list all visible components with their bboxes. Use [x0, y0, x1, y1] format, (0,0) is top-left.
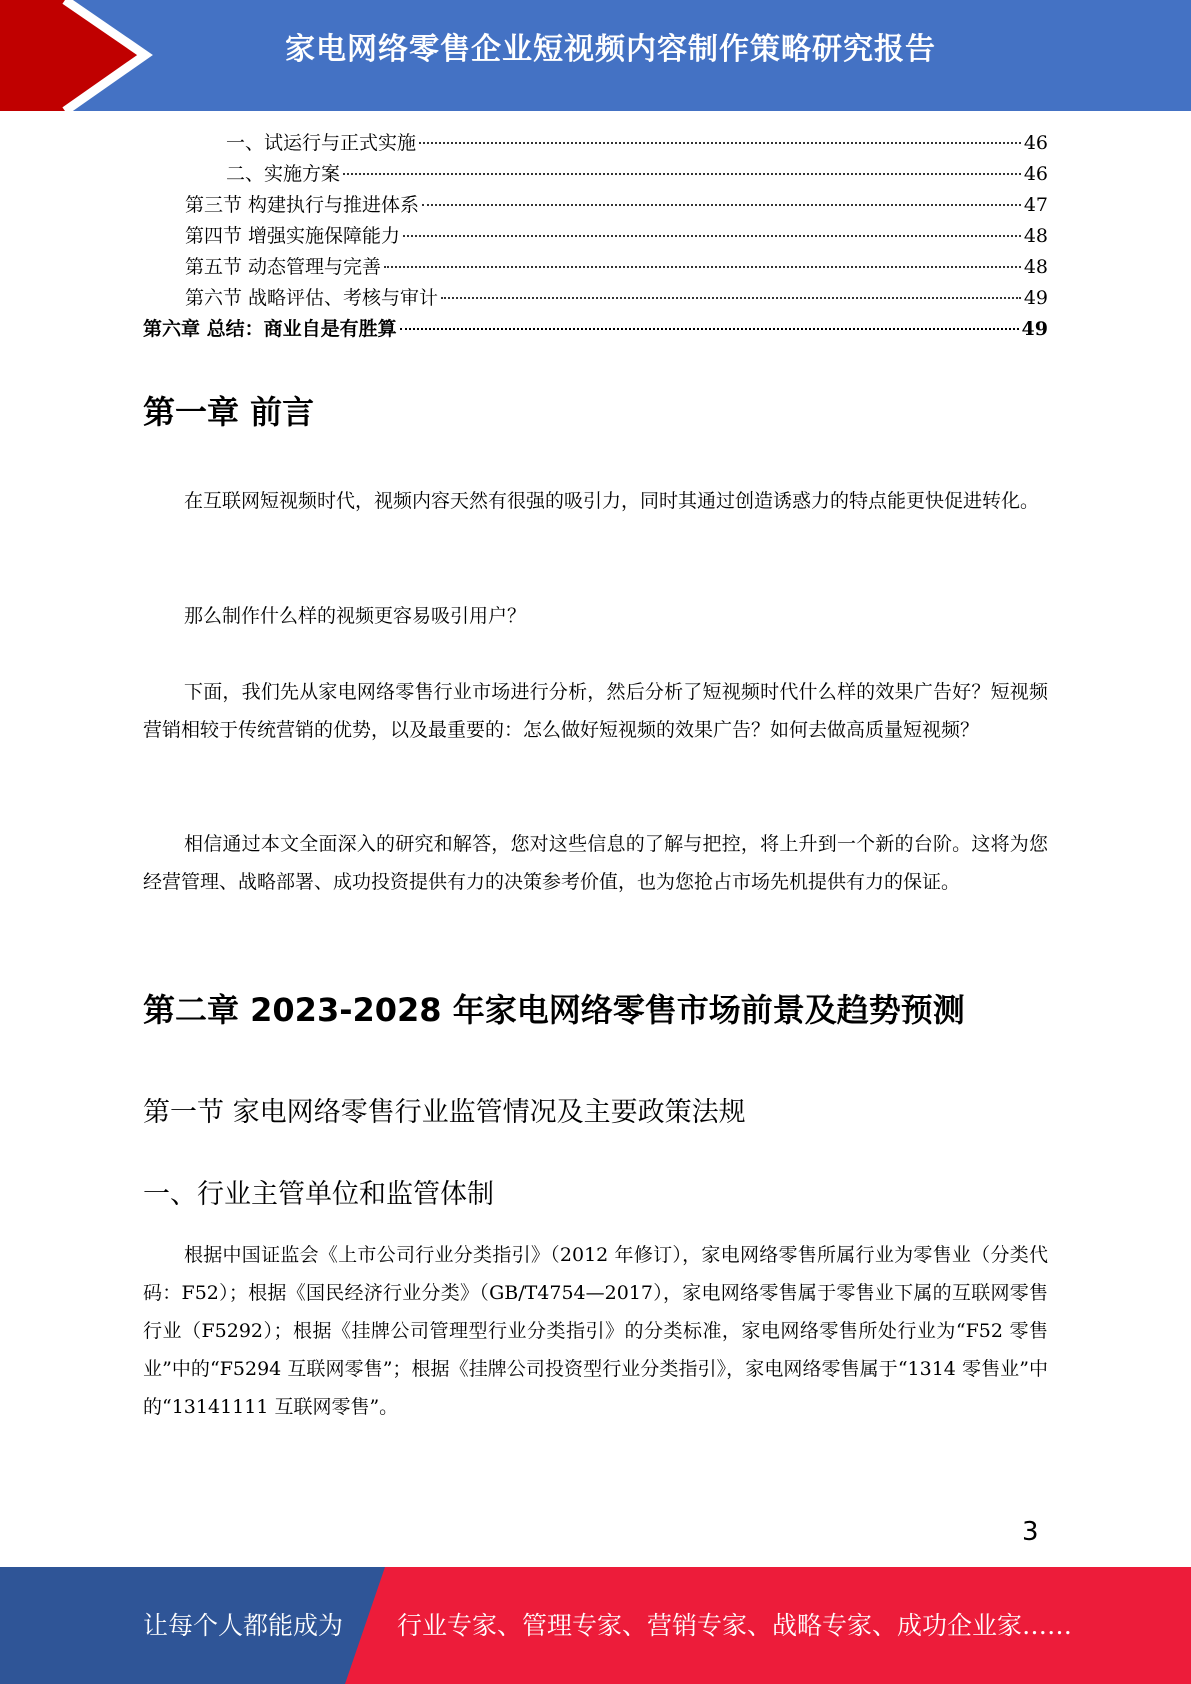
toc-entry-page: 46 — [1023, 163, 1048, 185]
body-paragraph: 相信通过本文全面深入的研究和解答，您对这些信息的了解与把控，将上升到一个新的台阶。这将为您经营管理、战略部署、成功投资提供有力的决策参考价值，也为您抢占市场先机提供有力的保证。 — [143, 833, 1048, 893]
toc-entry-page: 46 — [1023, 132, 1048, 154]
table-of-contents — [143, 128, 1048, 345]
toc-entry-label: 第三节 构建执行与推进体系 — [185, 194, 420, 216]
chapter-heading: 第二章 2023-2028 年家电网络零售市场前景及趋势预测 — [143, 991, 965, 1029]
body-paragraph: 在互联网短视频时代，视频内容天然有很强的吸引力，同时其通过创造诱惑力的特点能更快促进转化。 — [184, 490, 1040, 512]
toc-leader-dots — [343, 173, 1021, 175]
toc-leader-dots — [400, 328, 1019, 330]
toc-entry[interactable] — [143, 221, 1048, 252]
subsection-heading: 一、行业主管单位和监管体制 — [143, 1179, 494, 1210]
page-number: 3 — [1022, 1517, 1039, 1547]
page-footer — [0, 1567, 1191, 1684]
toc-leader-dots — [422, 204, 1021, 206]
toc-entry-page: 48 — [1023, 256, 1048, 278]
toc-entry-label: 一、试运行与正式实施 — [226, 132, 417, 154]
toc-leader-dots — [384, 266, 1021, 268]
toc-entry[interactable] — [143, 252, 1048, 283]
report-title: 家电网络零售企业短视频内容制作策略研究报告 — [285, 32, 936, 67]
toc-entry[interactable] — [143, 314, 1048, 345]
chapter-heading: 第一章 前言 — [143, 393, 315, 431]
toc-entry-page: 47 — [1023, 194, 1048, 216]
toc-leader-dots — [403, 235, 1021, 237]
body-paragraph: 下面，我们先从家电网络零售行业市场进行分析，然后分析了短视频时代什么样的效果广告好？短视频营销相较于传统营销的优势，以及最重要的：怎么做好短视频的效果广告？如何去做高质量短视频？ — [143, 681, 1048, 741]
page-header — [0, 0, 1191, 111]
section-heading: 第一节 家电网络零售行业监管情况及主要政策法规 — [143, 1097, 746, 1128]
toc-entry-page: 48 — [1023, 225, 1048, 247]
toc-entry[interactable] — [143, 190, 1048, 221]
footer-slogan-lead: 让每个人都能成为 — [143, 1611, 344, 1640]
body-paragraph: 根据中国证监会《上市公司行业分类指引》（2012 年修订），家电网络零售所属行业为零售业（分类代码：F52）；根据《国民经济行业分类》（GB/T4754—2017），家电网络零售属于零售业下属的互联网零售行业（F5292）；根据《挂牌公司管理型行业分类指引》的分类标准，家电网络零售所处行业为“F52 零售业”中的“F5294 互联网零售”；根据《挂牌公司投资型行业分类指引》，家电网络零售属于“1314 零售业”中的“13141111 互联网零售”。 — [143, 1244, 1048, 1418]
toc-entry-page: 49 — [1023, 287, 1048, 309]
toc-entry-label: 第五节 动态管理与完善 — [185, 256, 382, 278]
toc-entry-label: 二、实施方案 — [226, 163, 341, 185]
toc-leader-dots — [441, 297, 1021, 299]
body-paragraph: 那么制作什么样的视频更容易吸引用户？ — [184, 605, 527, 627]
toc-entry[interactable] — [143, 283, 1048, 314]
toc-entry-label: 第六节 战略评估、考核与审计 — [185, 287, 439, 309]
toc-entry-page: 49 — [1021, 318, 1048, 340]
toc-entry[interactable] — [143, 128, 1048, 159]
toc-entry-label: 第六章 总结：商业自是有胜算 — [143, 318, 397, 340]
footer-slogan-list: 行业专家、管理专家、营销专家、战略专家、成功企业家…… — [397, 1611, 1073, 1640]
toc-entry-label: 第四节 增强实施保障能力 — [185, 225, 401, 247]
toc-entry[interactable] — [143, 159, 1048, 190]
toc-leader-dots — [419, 142, 1021, 144]
